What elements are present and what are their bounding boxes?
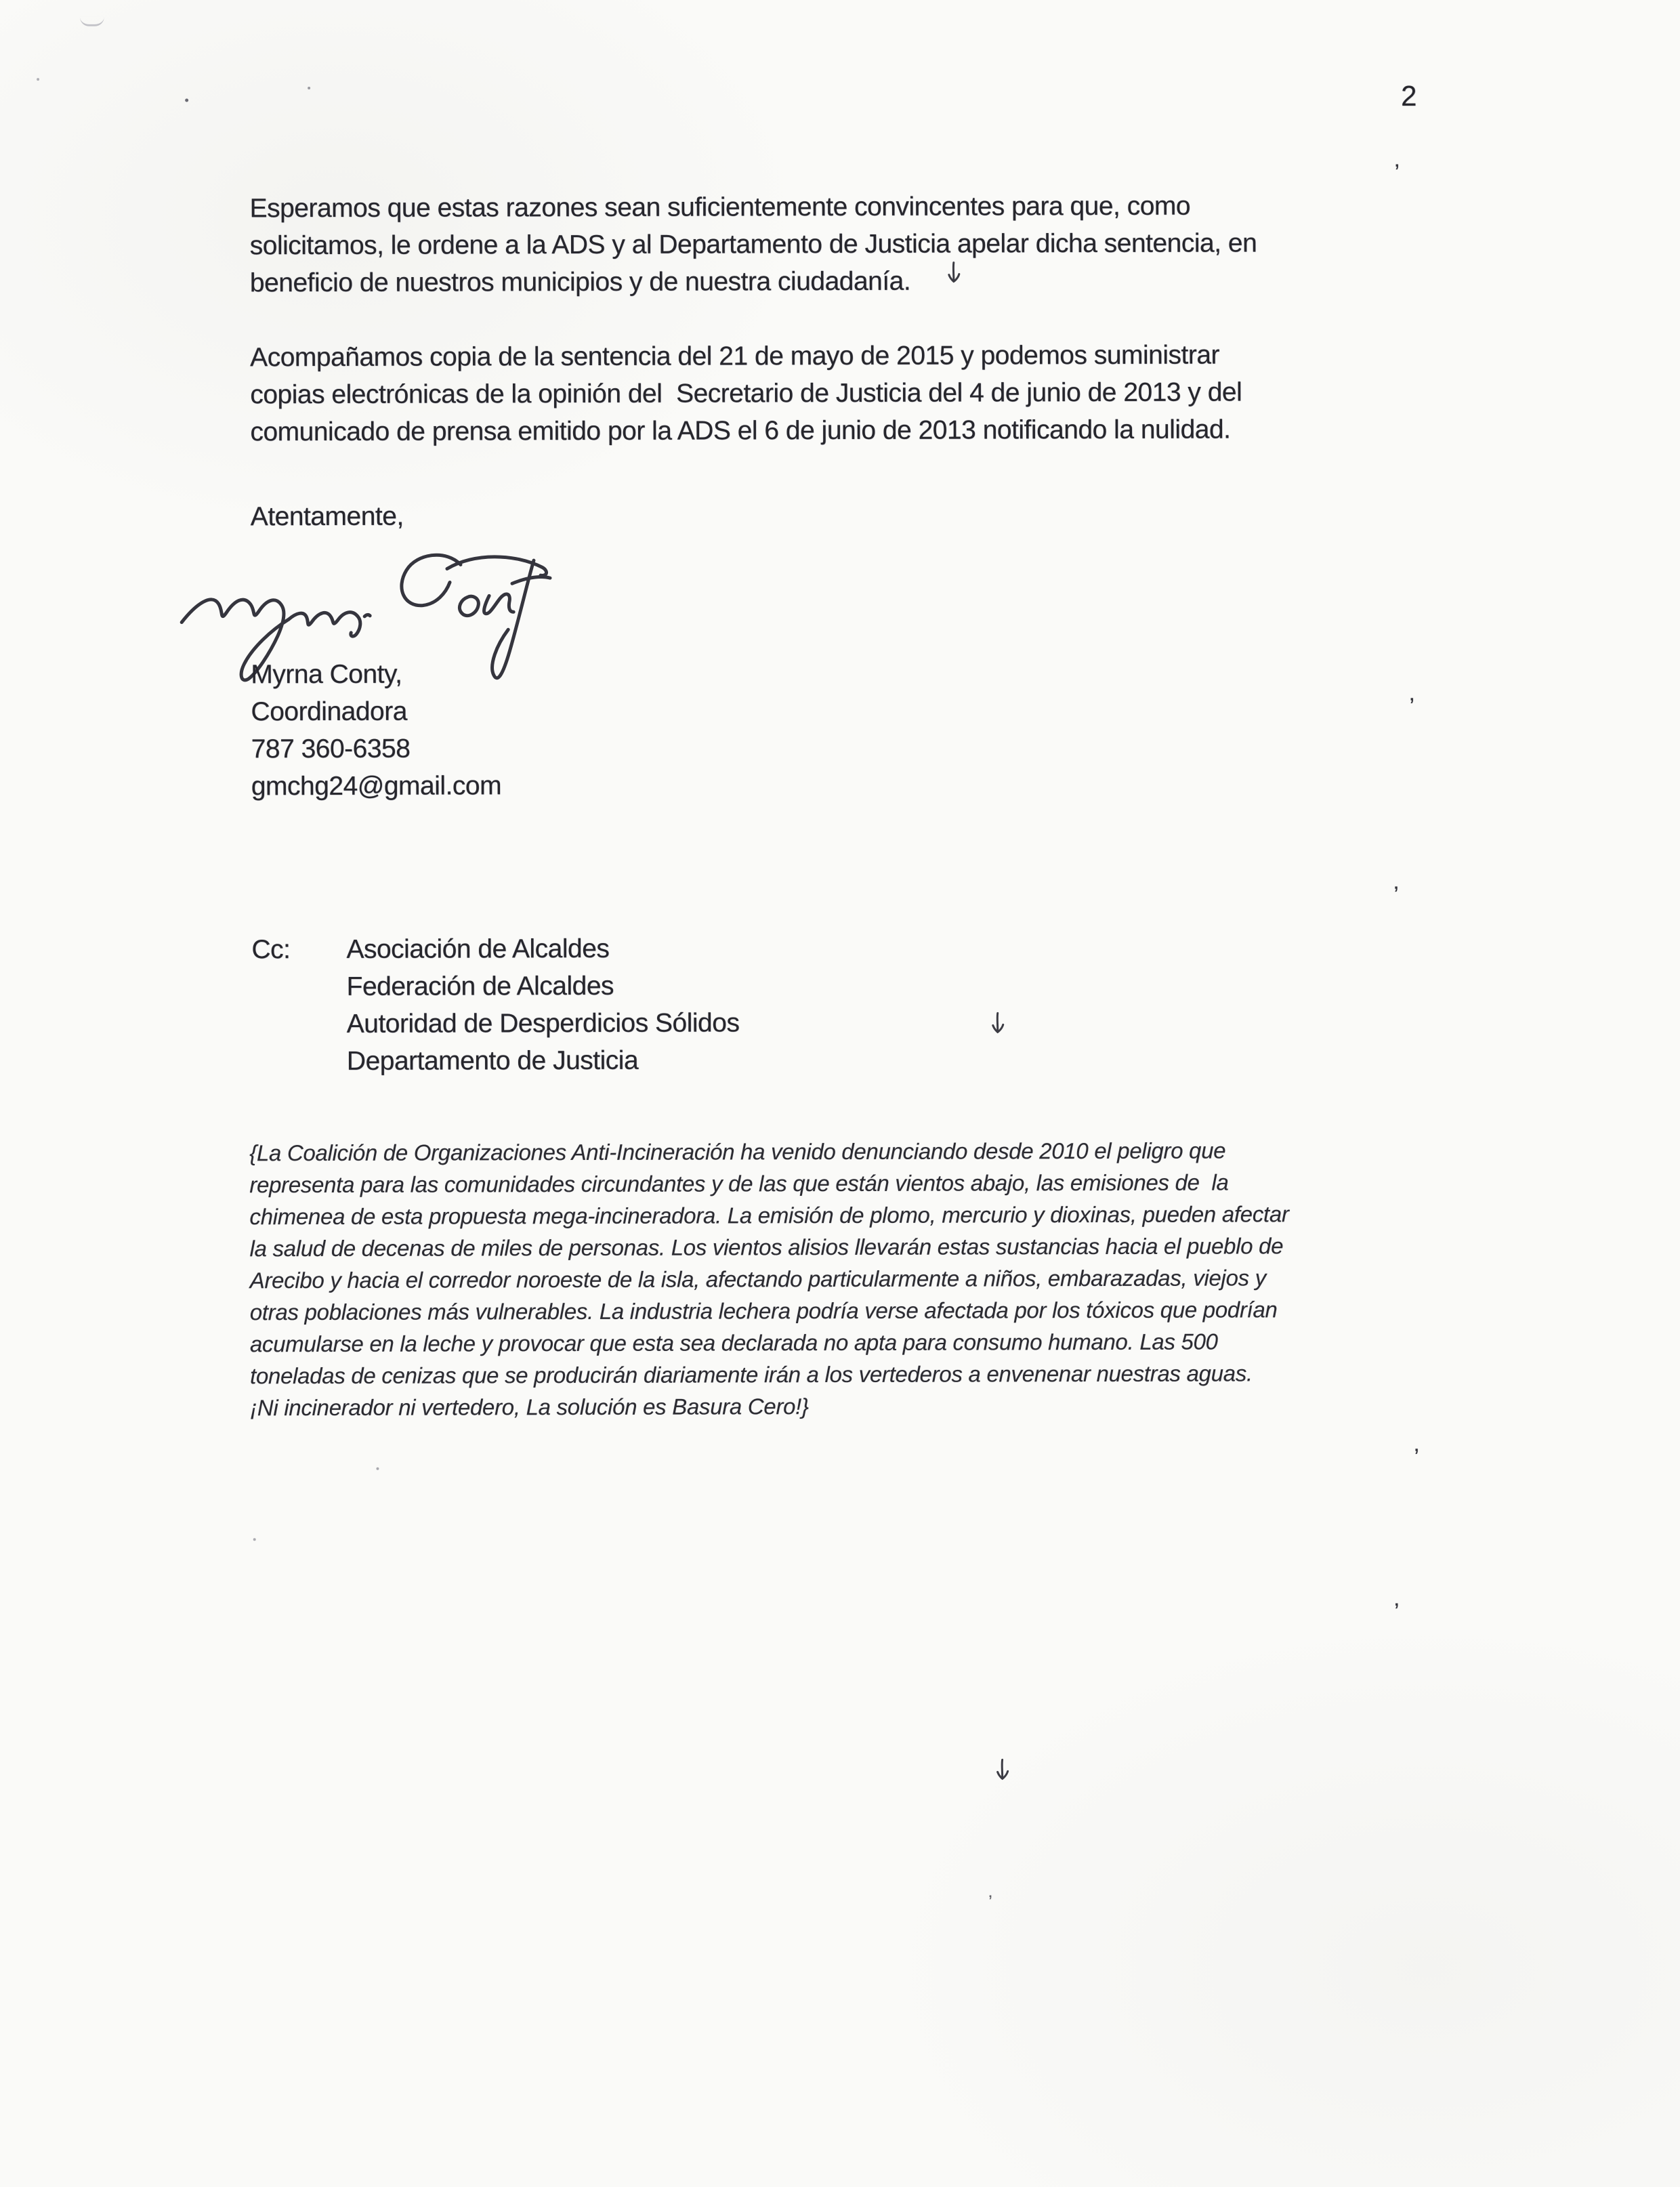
scan-speck <box>37 78 39 81</box>
note-line: representa para las comunidades circundantes y de las que están vientos abajo, las emisiones de la <box>249 1169 1229 1198</box>
scan-speck <box>185 99 188 102</box>
paragraph-1-line: Esperamos que estas razones sean suficientemente convincentes para que, como <box>249 191 1191 224</box>
cc-recipient-list <box>346 930 739 1080</box>
paragraph-1-line: solicitamos, le ordene a la ADS y al Departamento de Justicia apelar dicha sentencia, en <box>249 228 1257 261</box>
cc-label: Cc: <box>251 935 291 965</box>
note-line: ¡Ni incinerador ni vertedero, La solución es Basura Cero!} <box>250 1394 809 1421</box>
signer-email: gmchg24@gmail.com <box>251 771 502 801</box>
arrow-scan-mark <box>990 1012 1005 1036</box>
cc-block <box>251 930 739 1080</box>
note-line: acumularse en la leche y provocar que esta sea declarada no apta para consumo humano. Las 500 <box>249 1329 1218 1357</box>
paragraph-2-line: Acompañamos copia de la sentencia del 21 de mayo de 2015 y podemos suministrar <box>250 340 1220 373</box>
scan-speck: ’ <box>1393 1598 1400 1625</box>
scan-speck <box>253 1538 256 1541</box>
arrow-scan-mark <box>946 262 961 286</box>
closing-salutation: Atentamente, <box>250 501 404 532</box>
note-line: {La Coalición de Organizaciones Anti-Incineración ha venido denunciando desde 2010 el peligro que <box>249 1138 1226 1166</box>
note-line: la salud de decenas de miles de personas. Los vientos alisios llevarán estas sustancias hacia el pueblo de <box>249 1233 1284 1262</box>
note-line: toneladas de cenizas que se producirán diariamente irán a los vertederos a envenenar nuestras aguas. <box>250 1360 1253 1389</box>
cc-recipient: Departamento de Justicia <box>346 1045 639 1076</box>
cc-recipient: Federación de Alcaldes <box>346 971 614 1001</box>
paragraph-1 <box>250 187 1257 301</box>
paragraph-2 <box>250 336 1242 451</box>
signer-block <box>251 655 501 805</box>
paragraph-1-line: beneficio de nuestros municipios y de nuestra ciudadanía. <box>249 266 911 298</box>
scan-speck: ’ <box>1414 1444 1420 1470</box>
cc-recipient: Asociación de Alcaldes <box>346 934 610 964</box>
note-line: chimenea de esta propuesta mega-incineradora. La emisión de plomo, mercurio y dioxinas, pueden afectar <box>249 1201 1289 1230</box>
note-line: Arecibo y hacia el corredor noroeste de la isla, afectando particularmente a niños, embarazadas, viejos y <box>249 1265 1266 1293</box>
scan-speck: ’ <box>988 1891 992 1912</box>
arrow-scan-mark <box>995 1758 1010 1783</box>
note-line: otras poblaciones más vulnerables. La industria lechera podría verse afectada por los tóxicos que podrían <box>249 1297 1278 1325</box>
scan-speck <box>308 87 310 89</box>
paragraph-2-line: copias electrónicas de la opinión del Secretario de Justicia del 4 de junio de 2013 y del <box>250 377 1242 410</box>
scan-speck: ’ <box>1409 693 1415 720</box>
signer-phone: 787 360-6358 <box>251 734 411 764</box>
scan-speck: ’ <box>1393 881 1399 908</box>
signer-title: Coordinadora <box>251 696 407 727</box>
scan-speck <box>376 1467 379 1470</box>
scan-speck: ’ <box>1394 159 1400 186</box>
paragraph-2-line: comunicado de prensa emitido por la ADS el 6 de junio de 2013 notificando la nulidad. <box>250 415 1231 447</box>
scan-speck <box>80 17 104 26</box>
coalition-note <box>249 1134 1289 1423</box>
signer-name: Myrna Conty, <box>251 659 402 690</box>
page-number: 2 <box>1401 79 1417 112</box>
cc-recipient: Autoridad de Desperdicios Sólidos <box>346 1008 740 1039</box>
